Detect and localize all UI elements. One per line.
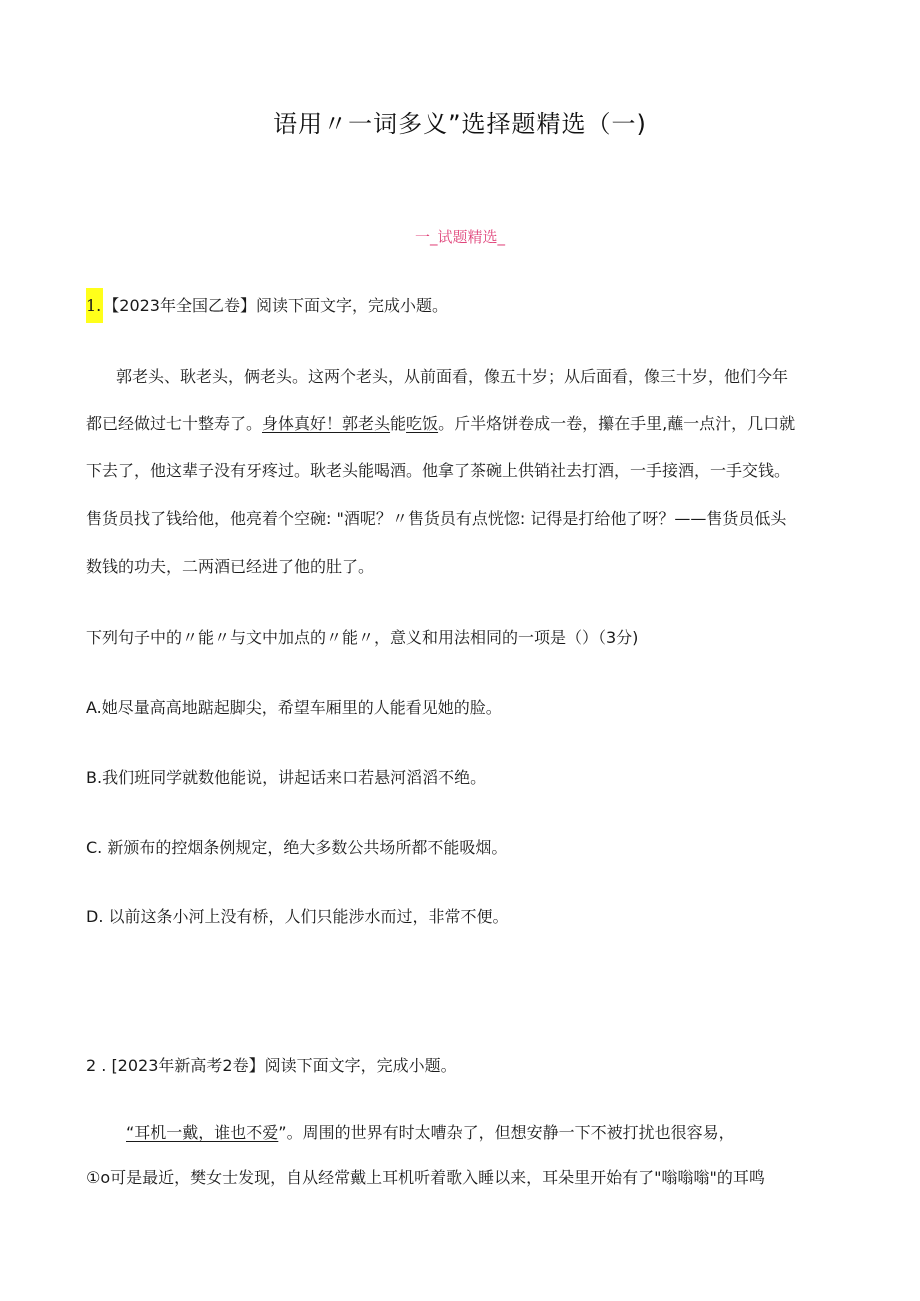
section-heading: 一_试题精选_	[414, 228, 505, 246]
q1-passage-line-4: 售货员找了钱给他，他亮着个空碗: "酒呢？〃售货员有点恍惚: 记得是打给他了呀？——售货员低头	[86, 509, 787, 528]
q1-header: 【2023年全国乙卷】阅读下面文字，完成小题。	[103, 296, 448, 315]
q2-passage-line-1	[126, 1121, 735, 1145]
passage-text: ”。周围的世界有时太嘈杂了，但想安静一下不被打扰也很容易，	[278, 1123, 735, 1142]
q1-passage-line-2	[86, 412, 795, 436]
q1-option-c: C. 新颁布的控烟条例规定，绝大多数公共场所都不能吸烟。	[86, 838, 508, 857]
q1-option-b: B.我们班同学就数他能说，讲起话来口若悬河滔滔不绝。	[86, 768, 487, 787]
dotted-word: 能	[390, 414, 407, 433]
underlined-phrase-2: 吃饭	[406, 414, 439, 433]
q2-passage-line-2: ①o可是最近，樊女士发现，自从经常戴上耳机听着歌入睡以来，耳朵里开始有了"嗡嗡嗡"的耳鸣	[86, 1168, 765, 1187]
q1-header-line	[86, 294, 448, 318]
q1-option-d: D. 以前这条小河上没有桥，人们只能涉水而过，非常不便。	[86, 907, 509, 926]
q1-option-a: A.她尽量高高地踮起脚尖，希望车厢里的人能看见她的脸。	[86, 698, 502, 717]
q1-number: 1.	[86, 288, 103, 323]
underlined-phrase: 身体真好！郭老头	[262, 414, 391, 433]
q1-question: 下列句子中的〃能〃与文中加点的〃能〃，意义和用法相同的一项是（）（3分)	[86, 628, 639, 647]
passage-text-2: 。斤半烙饼卷成一卷，攥在手里,蘸一点汁，几口就	[438, 414, 796, 433]
q1-passage-line-5: 数钱的功夫，二两酒已经进了他的肚了。	[86, 557, 375, 576]
q1-passage-line-3: 下去了，他这辈子没有牙疼过。耿老头能喝酒。他拿了茶碗上供销社去打酒，一手接酒，一手交钱。	[86, 461, 791, 480]
document-title: 语用〃一词多义”选择题精选（一)	[273, 110, 647, 138]
q1-passage-line-1: 郭老头、耿老头，俩老头。这两个老头，从前面看，像五十岁；从后面看，像三十岁，他们今年	[116, 367, 789, 386]
passage-text: 都已经做过七十整寿了。	[86, 414, 263, 433]
underlined-quote: “耳机一戴，谁也不爱	[126, 1123, 279, 1142]
q2-header: 2 . [2023年新高考2卷】阅读下面文字，完成小题。	[86, 1056, 457, 1075]
